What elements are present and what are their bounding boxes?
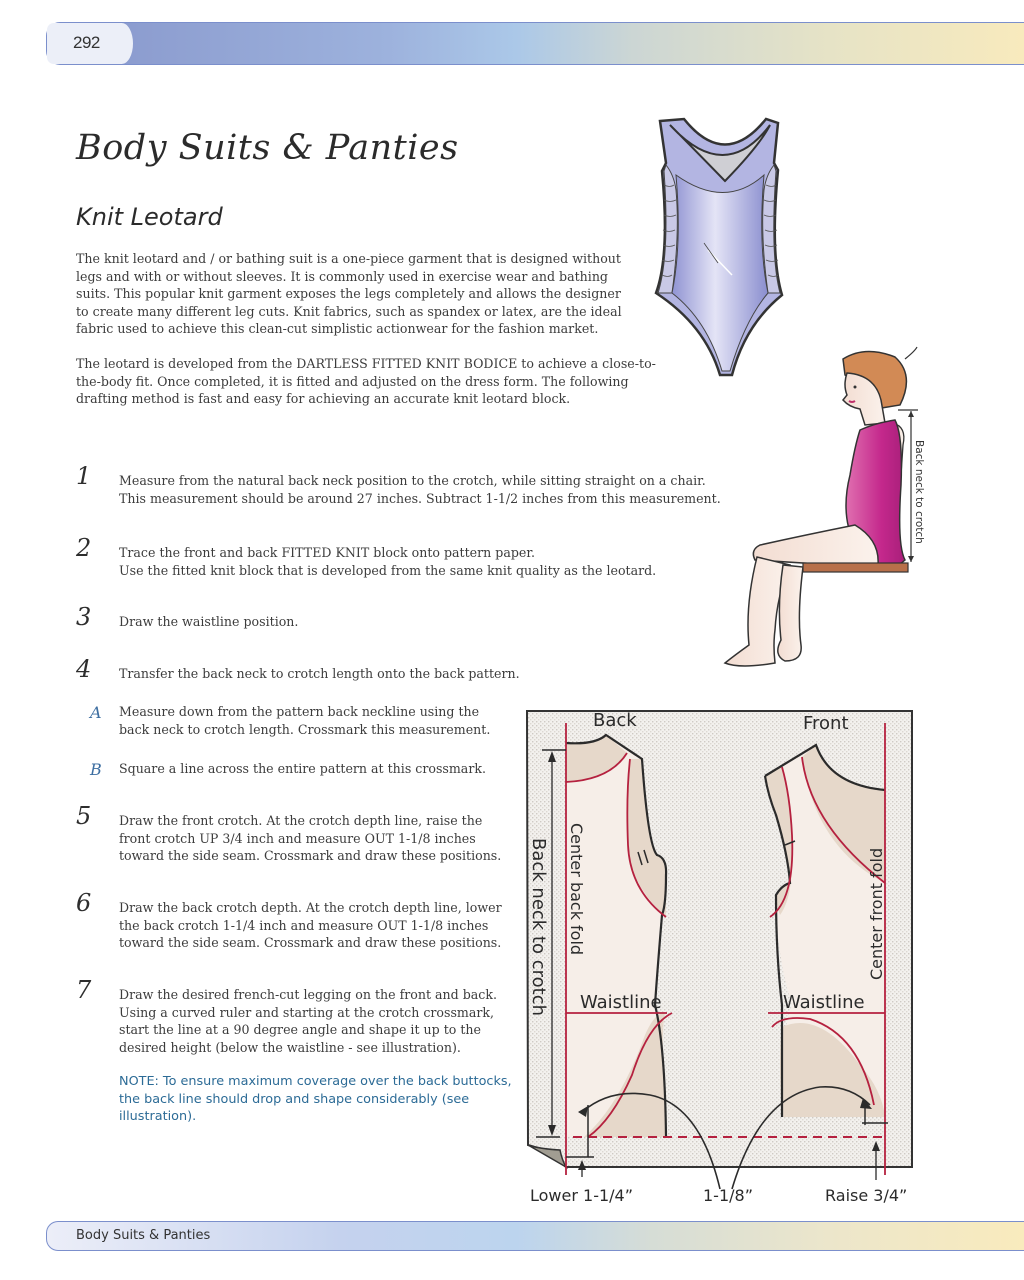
substep-letter: B [90, 760, 102, 779]
step-number: 2 [76, 534, 92, 562]
step-number: 4 [76, 655, 92, 683]
step-line: toward the side seam. Crossmark and draw these positions. [119, 848, 502, 863]
waistline-front-label: Waistline [783, 992, 865, 1013]
step-text [119, 613, 298, 631]
page-footer-bar [46, 1221, 1024, 1251]
page-header-bar [46, 22, 1024, 65]
waistline-back-label: Waistline [580, 992, 662, 1013]
step-line: the back crotch 1-1/4 inch and measure OUT 1-1/8 inches [119, 917, 489, 933]
center-back-fold-label: Center back fold [567, 823, 586, 956]
step-line: Measure down from the pattern back neckline using the [119, 704, 480, 719]
step-line: Use the fitted knit block that is developed from the same knit quality as the leotard. [119, 562, 657, 578]
center-front-fold-label: Center front fold [867, 847, 886, 980]
step-text [119, 665, 520, 683]
step-line: Draw the back crotch depth. At the crotch depth line, lower [119, 900, 502, 915]
pattern-draft-diagram [520, 705, 920, 1205]
section-subtitle: Knit Leotard [76, 203, 223, 231]
note-text: NOTE: To ensure maximum coverage over the back buttocks, the back line should drop and shape considerably (see illustration). [119, 1074, 512, 1124]
step-line: Draw the waistline position. [119, 614, 299, 629]
footer-section-title: Body Suits & Panties [76, 1228, 211, 1243]
out-measure-label: 1-1/8” [703, 1186, 753, 1205]
step-line: Trace the front and back FITTED KNIT block onto pattern paper. [119, 545, 535, 560]
substep-letter: A [90, 703, 102, 722]
step-line: front crotch UP 3/4 inch and measure OUT 1-1/8 inches [119, 830, 476, 846]
step-line: back neck to crotch length. Crossmark this measurement. [119, 721, 491, 737]
step-line: toward the side seam. Crossmark and draw these positions. [119, 935, 502, 950]
step-number: 6 [76, 889, 92, 917]
intro-paragraph-1: The knit leotard and / or bathing suit is a one-piece garment that is designed without legs and with or without sleeves. It is commonly used in exercise wear and bathing suits. This popular knit garment exposes the legs completely and allows the designer to create many different leg cuts. Knit fabrics, such as spandex or latex, are the ideal fabric used to achieve this clean-cut simplistic actionwear for the fashion market. [76, 251, 622, 336]
step-number: 5 [76, 802, 92, 830]
back-label: Back [593, 710, 637, 731]
step-text [119, 472, 721, 507]
step-line: Draw the desired french-cut legging on the front and back. [119, 987, 497, 1002]
lower-measure-label: Lower 1-1/4” [530, 1186, 634, 1205]
step-number: 7 [76, 976, 92, 1004]
step-line: Measure from the natural back neck position to the crotch, while sitting straight on a chair. [119, 473, 706, 488]
step-line: desired height (below the waistline - see illustration). [119, 1039, 461, 1055]
raise-measure-label: Raise 3/4” [825, 1186, 908, 1205]
intro-paragraph-2: The leotard is developed from the DARTLESS FITTED KNIT BODICE to achieve a close-to-the-body fit. Once completed, it is fitted and adjusted on the dress form. The following drafting method is fast and easy for achieving an accurate knit leotard block. [76, 356, 656, 406]
seated-figure-illustration [715, 345, 925, 670]
substep-text [119, 760, 486, 778]
back-neck-to-crotch-label: Back neck to crotch [528, 838, 549, 1017]
step-number: 1 [76, 462, 92, 490]
step-text [119, 812, 501, 865]
step-line: This measurement should be around 27 inches. Subtract 1-1/2 inches from this measurement. [119, 490, 721, 506]
substep-text [119, 703, 490, 738]
step-line: start the line at a 90 degree angle and shape it up to the [119, 1022, 481, 1037]
step-line: Draw the front crotch. At the crotch depth line, raise the [119, 813, 483, 828]
page-number-tab [47, 23, 133, 64]
step-line: Using a curved ruler and starting at the crotch crossmark, [119, 1004, 495, 1020]
leotard-flat-illustration [650, 115, 800, 380]
step-line: Square a line across the entire pattern at this crossmark. [119, 761, 486, 776]
step-line: Transfer the back neck to crotch length onto the back pattern. [119, 666, 520, 681]
step-text [119, 544, 656, 579]
step-text [119, 899, 502, 952]
front-label: Front [803, 713, 849, 734]
measure-label: Back neck to crotch [913, 440, 925, 544]
page-number: 292 [73, 33, 100, 52]
step-text [119, 986, 497, 1056]
step-number: 3 [76, 603, 92, 631]
page-title: Body Suits & Panties [76, 128, 459, 168]
